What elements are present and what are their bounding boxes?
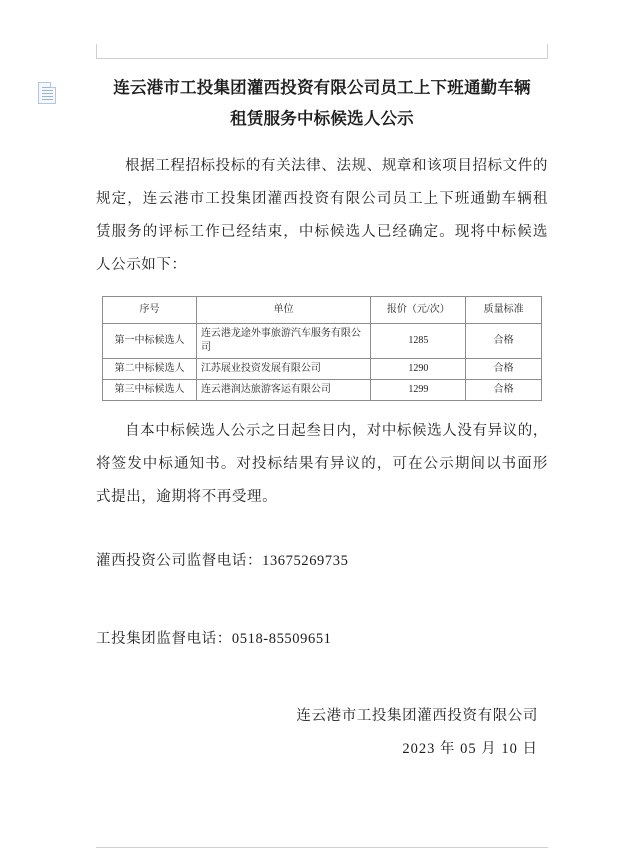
paragraph-intro: 根据工程招标投标的有关法律、法规、规章和该项目招标文件的规定，连云港市工投集团灌西投资有限公司员工上下班通勤车辆租赁服务的评标工作已经结束，中标候选人已经确定。现将中标候选人公示如下： xyxy=(96,158,548,273)
cell-quality: 合格 xyxy=(466,380,542,401)
candidates-table xyxy=(102,296,542,401)
cell-rank: 第三中标候选人 xyxy=(103,380,197,401)
page-title xyxy=(96,72,548,134)
table-header-row xyxy=(103,297,542,324)
header-rule xyxy=(96,58,548,59)
cell-rank: 第二中标候选人 xyxy=(103,359,197,380)
cell-price: 1285 xyxy=(371,324,466,359)
contact-group: 工投集团监督电话：0518-85509651 xyxy=(96,630,332,647)
candidates-table-body xyxy=(103,324,542,401)
document-body xyxy=(96,72,548,766)
column-header-rank: 序号 xyxy=(103,297,197,324)
document-icon xyxy=(38,82,56,104)
table-row xyxy=(103,380,542,401)
column-header-unit: 单位 xyxy=(196,297,370,324)
margin-guide-left xyxy=(96,44,97,58)
cell-price: 1299 xyxy=(371,380,466,401)
table-row xyxy=(103,359,542,380)
paragraph-objection: 自本中标候选人公示之日起叁日内，对中标候选人没有异议的，将签发中标通知书。对投标结果有异议的，可在公示期间以书面形式提出，逾期将不再受理。 xyxy=(96,423,548,505)
candidates-table-head xyxy=(103,297,542,324)
spacer xyxy=(96,592,548,608)
column-header-price: 报价（元/次） xyxy=(371,297,466,324)
column-header-quality: 质量标准 xyxy=(466,297,542,324)
page-title-line-2: 租赁服务中标候选人公示 xyxy=(230,109,414,128)
footer-rule xyxy=(96,847,548,848)
cell-quality: 合格 xyxy=(466,324,542,359)
cell-unit: 连云港龙途外事旅游汽车服务有限公司 xyxy=(196,324,370,359)
signature-block xyxy=(96,700,548,766)
cell-quality: 合格 xyxy=(466,359,542,380)
spacer xyxy=(96,514,548,530)
page-title-line-1: 连云港市工投集团灌西投资有限公司员工上下班通勤车辆 xyxy=(113,78,531,97)
cell-price: 1290 xyxy=(371,359,466,380)
signature-date: 2023 年 05 月 10 日 xyxy=(402,740,538,757)
table-row xyxy=(103,324,542,359)
cell-unit: 连云港润达旅游客运有限公司 xyxy=(196,380,370,401)
cell-rank: 第一中标候选人 xyxy=(103,324,197,359)
signer-name: 连云港市工投集团灌西投资有限公司 xyxy=(296,707,538,724)
contact-guanxi: 灌西投资公司监督电话：13675269735 xyxy=(96,552,349,569)
margin-guide-right xyxy=(547,44,548,58)
cell-unit: 江苏展业投资发展有限公司 xyxy=(196,359,370,380)
